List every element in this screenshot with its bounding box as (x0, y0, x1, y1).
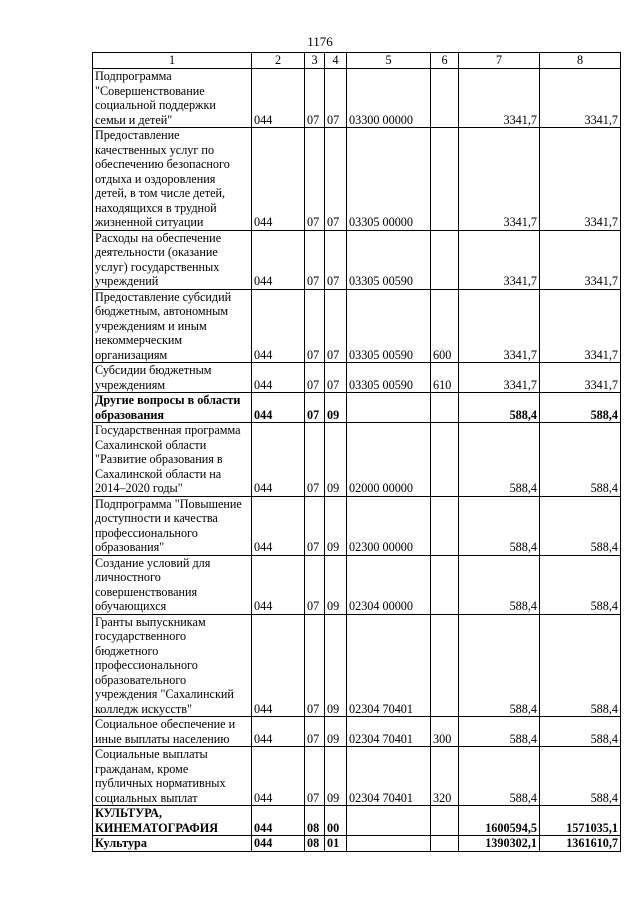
expense-type-code (431, 128, 459, 231)
expense-type-code: 300 (431, 717, 459, 747)
row-name: Гранты выпускникам государственного бюджетного профессионального образовательного учреждения "Сахалинский колледж искусств" (93, 614, 252, 717)
table-row (93, 393, 621, 423)
amount-col-8: 588,4 (540, 747, 621, 806)
subsection-code: 07 (325, 128, 347, 231)
page-number: 1176 (307, 34, 333, 49)
amount-col-8: 588,4 (540, 555, 621, 614)
target-article-code: 02304 70401 (347, 717, 431, 747)
table-row (93, 69, 621, 128)
ministry-code: 044 (252, 806, 305, 836)
section-code: 07 (305, 496, 325, 555)
section-code: 07 (305, 128, 325, 231)
amount-col-7: 588,4 (459, 614, 540, 717)
header-cell: 8 (540, 53, 621, 69)
amount-col-8: 3341,7 (540, 230, 621, 289)
table-row (93, 555, 621, 614)
table-row (93, 747, 621, 806)
ministry-code: 044 (252, 496, 305, 555)
row-name: Государственная программа Сахалинской области "Развитие образования в Сахалинской области на 2014–2020 годы" (93, 423, 252, 497)
section-code: 07 (305, 423, 325, 497)
amount-col-8: 3341,7 (540, 128, 621, 231)
amount-col-7: 588,4 (459, 423, 540, 497)
ministry-code: 044 (252, 363, 305, 393)
amount-col-7: 1390302,1 (459, 836, 540, 852)
target-article-code: 02304 70401 (347, 614, 431, 717)
table-row (93, 806, 621, 836)
amount-col-7: 3341,7 (459, 363, 540, 393)
subsection-code: 07 (325, 230, 347, 289)
section-code: 07 (305, 555, 325, 614)
amount-col-8: 3341,7 (540, 69, 621, 128)
header-cell: 6 (431, 53, 459, 69)
ministry-code: 044 (252, 423, 305, 497)
row-name: Создание условий для личностного совершенствования обучающихся (93, 555, 252, 614)
section-code: 07 (305, 393, 325, 423)
row-name: Другие вопросы в области образования (93, 393, 252, 423)
section-code: 07 (305, 230, 325, 289)
amount-col-7: 3341,7 (459, 230, 540, 289)
table-row (93, 423, 621, 497)
target-article-code: 02304 70401 (347, 747, 431, 806)
row-name: Расходы на обеспечение деятельности (оказание услуг) государственных учреждений (93, 230, 252, 289)
row-name: КУЛЬТУРА, КИНЕМАТОГРАФИЯ (93, 806, 252, 836)
ministry-code: 044 (252, 289, 305, 363)
subsection-code: 07 (325, 363, 347, 393)
subsection-code: 09 (325, 555, 347, 614)
row-name: Культура (93, 836, 252, 852)
table-row (93, 614, 621, 717)
amount-col-7: 3341,7 (459, 128, 540, 231)
expense-type-code (431, 69, 459, 128)
header-cell: 2 (252, 53, 305, 69)
target-article-code (347, 806, 431, 836)
target-article-code: 03305 00590 (347, 289, 431, 363)
ministry-code: 044 (252, 747, 305, 806)
table-row (93, 230, 621, 289)
expense-type-code: 600 (431, 289, 459, 363)
row-name: Социальные выплаты гражданам, кроме публичных нормативных социальных выплат (93, 747, 252, 806)
target-article-code: 03300 00000 (347, 69, 431, 128)
section-code: 07 (305, 363, 325, 393)
row-name: Подпрограмма "Повышение доступности и качества профессионального образования" (93, 496, 252, 555)
expense-type-code (431, 393, 459, 423)
row-name: Социальное обеспечение и иные выплаты населению (93, 717, 252, 747)
ministry-code: 044 (252, 836, 305, 852)
table-row (93, 496, 621, 555)
subsection-code: 00 (325, 806, 347, 836)
row-name: Предоставление субсидий бюджетным, автономным учреждениям и иным некоммерческим организациям (93, 289, 252, 363)
header-row (93, 53, 621, 69)
subsection-code: 09 (325, 393, 347, 423)
amount-col-8: 588,4 (540, 614, 621, 717)
header-cell: 5 (347, 53, 431, 69)
expense-type-code (431, 555, 459, 614)
expense-type-code (431, 836, 459, 852)
target-article-code: 02000 00000 (347, 423, 431, 497)
row-name: Предоставление качественных услуг по обеспечению безопасного отдыха и оздоровления детей, в том числе детей, находящихся в трудной жизненной ситуации (93, 128, 252, 231)
subsection-code: 07 (325, 289, 347, 363)
row-name: Субсидии бюджетным учреждениям (93, 363, 252, 393)
ministry-code: 044 (252, 555, 305, 614)
subsection-code: 07 (325, 69, 347, 128)
ministry-code: 044 (252, 69, 305, 128)
amount-col-7: 3341,7 (459, 69, 540, 128)
amount-col-8: 1361610,7 (540, 836, 621, 852)
target-article-code (347, 836, 431, 852)
section-code: 07 (305, 747, 325, 806)
amount-col-7: 588,4 (459, 496, 540, 555)
ministry-code: 044 (252, 230, 305, 289)
ministry-code: 044 (252, 614, 305, 717)
expense-type-code (431, 806, 459, 836)
table-row (93, 717, 621, 747)
header-cell: 4 (325, 53, 347, 69)
expense-type-code (431, 230, 459, 289)
target-article-code: 03305 00590 (347, 230, 431, 289)
expense-type-code: 320 (431, 747, 459, 806)
amount-col-7: 588,4 (459, 747, 540, 806)
subsection-code: 09 (325, 496, 347, 555)
amount-col-8: 588,4 (540, 496, 621, 555)
section-code: 07 (305, 717, 325, 747)
target-article-code: 03305 00590 (347, 363, 431, 393)
amount-col-8: 588,4 (540, 717, 621, 747)
expense-type-code (431, 614, 459, 717)
subsection-code: 09 (325, 747, 347, 806)
header-cell: 3 (305, 53, 325, 69)
subsection-code: 09 (325, 717, 347, 747)
amount-col-7: 1600594,5 (459, 806, 540, 836)
ministry-code: 044 (252, 717, 305, 747)
target-article-code: 02304 00000 (347, 555, 431, 614)
row-name: Подпрограмма "Совершенствование социальной поддержки семьи и детей" (93, 69, 252, 128)
table-row (93, 289, 621, 363)
amount-col-8: 588,4 (540, 393, 621, 423)
amount-col-8: 1571035,1 (540, 806, 621, 836)
amount-col-7: 588,4 (459, 555, 540, 614)
amount-col-7: 588,4 (459, 717, 540, 747)
target-article-code: 02300 00000 (347, 496, 431, 555)
section-code: 08 (305, 836, 325, 852)
budget-table (92, 52, 621, 852)
table-row (93, 363, 621, 393)
section-code: 08 (305, 806, 325, 836)
section-code: 07 (305, 289, 325, 363)
expense-type-code (431, 423, 459, 497)
expense-type-code (431, 496, 459, 555)
amount-col-8: 3341,7 (540, 363, 621, 393)
target-article-code: 03305 00000 (347, 128, 431, 231)
amount-col-7: 3341,7 (459, 289, 540, 363)
ministry-code: 044 (252, 128, 305, 231)
header-cell: 7 (459, 53, 540, 69)
subsection-code: 01 (325, 836, 347, 852)
ministry-code: 044 (252, 393, 305, 423)
header-cell: 1 (93, 53, 252, 69)
amount-col-7: 588,4 (459, 393, 540, 423)
target-article-code (347, 393, 431, 423)
section-code: 07 (305, 614, 325, 717)
amount-col-8: 588,4 (540, 423, 621, 497)
subsection-code: 09 (325, 614, 347, 717)
table-row (93, 128, 621, 231)
amount-col-8: 3341,7 (540, 289, 621, 363)
subsection-code: 09 (325, 423, 347, 497)
table-row (93, 836, 621, 852)
section-code: 07 (305, 69, 325, 128)
expense-type-code: 610 (431, 363, 459, 393)
